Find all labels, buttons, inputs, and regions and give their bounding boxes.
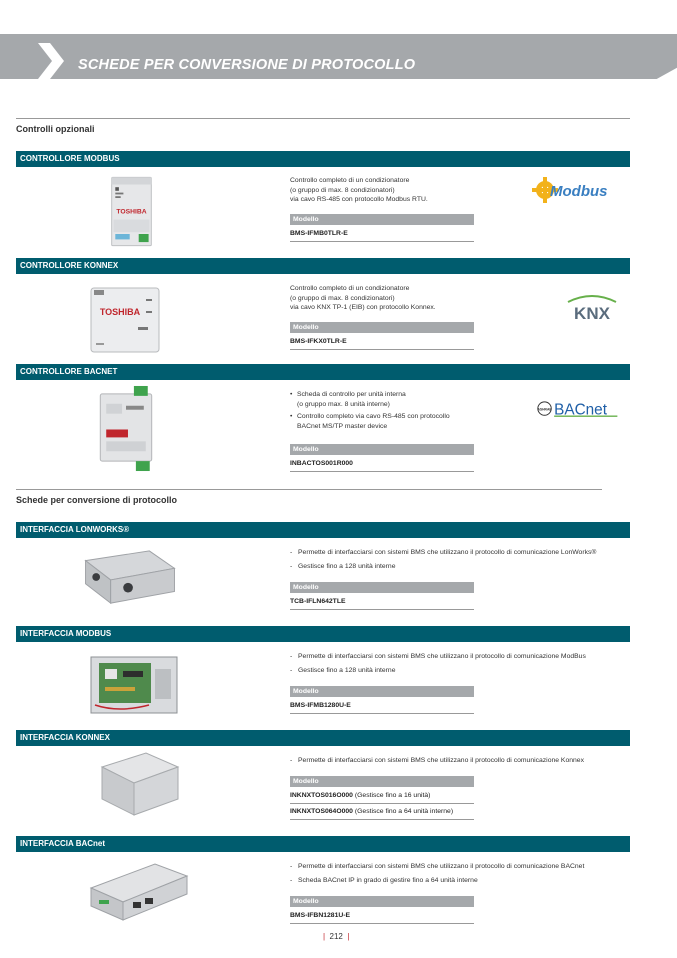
description-konnex-controller: Controllo completo di un condizionatore (o gruppo di max. 8 condizionatori) via cavo KNX TP-1 (EIB) con protocollo Konnex. <box>290 285 436 312</box>
svg-text:ASHRAE: ASHRAE <box>537 407 552 412</box>
model-label: Modello <box>290 582 474 593</box>
product-bar-bacnet-interface: INTERFACCIA BACnet <box>16 836 630 852</box>
konnex-controller-image <box>90 287 160 353</box>
description-bacnet-controller: • Scheda di controllo per unità interna (o gruppo max. 8 unità interne) • Controllo completo via cavo RS-485 con protocollo BACnet MS/TP master device <box>290 390 450 431</box>
lonworks-interface-image <box>80 549 180 607</box>
description-modbus-controller: Controllo completo di un condizionatore (o gruppo di max. 8 condizionatori) via cavo RS-485 con protocollo Modbus RTU. <box>290 177 428 204</box>
model-code-lonworks-interface: TCB-IFLN642TLE <box>290 596 474 610</box>
modbus-logo <box>532 174 622 206</box>
product-bar-konnex-interface: INTERFACCIA KONNEX <box>16 730 630 746</box>
modbus-interface-image <box>89 655 179 715</box>
model-code-modbus-controller: BMS-IFMB0TLR-E <box>290 228 474 242</box>
model-code-bacnet-controller: INBACTOS001R000 <box>290 458 474 472</box>
device-brand-knx: TOSHIBA <box>99 307 141 317</box>
modbus-controller-image <box>109 173 154 250</box>
section-title-optional-controls: Controlli opzionali <box>16 124 95 134</box>
model-label: Modello <box>290 776 474 787</box>
chevron-right-icon <box>36 43 66 79</box>
konnex-interface-image <box>100 751 180 817</box>
knx-logo <box>562 292 622 322</box>
bacnet-controller-image <box>96 384 156 473</box>
model-label: Modello <box>290 444 474 455</box>
description-bacnet-interface: - Permette di interfacciarsi con sistemi BMS che utilizzano il protocollo di comunicazione BACnet - Scheda BACnet IP in grado di gestire fino a 64 unità interne <box>290 862 584 889</box>
model-label: Modello <box>290 896 474 907</box>
svg-text:Modbus: Modbus <box>550 183 608 200</box>
page-number: | 212 | <box>323 932 350 941</box>
model-code-modbus-interface: BMS-IFMB1280U-E <box>290 700 474 714</box>
bacnet-logo <box>536 398 624 421</box>
svg-text:BACnet: BACnet <box>554 401 607 419</box>
model-code-konnex-controller: BMS-IFKX0TLR-E <box>290 336 474 350</box>
device-brand-modbus: TOSHIBA <box>116 208 147 216</box>
description-konnex-interface: - Permette di interfacciarsi con sistemi BMS che utilizzano il protocollo di comunicazione Konnex <box>290 756 584 770</box>
description-modbus-interface: - Permette di interfacciarsi con sistemi BMS che utilizzano il protocollo di comunicazione ModBus - Gestisce fino a 128 unità interne <box>290 652 586 679</box>
model-label: Modello <box>290 214 474 225</box>
model-code-konnex-interface-16: INKNXTOS016O000 (Gestisce fino a 16 unità) <box>290 790 474 804</box>
model-code-bacnet-interface: BMS-IFBN1281U-E <box>290 910 474 924</box>
bacnet-interface-image <box>89 862 189 922</box>
page-title: SCHEDE PER CONVERSIONE DI PROTOCOLLO <box>78 57 416 73</box>
product-bar-bacnet-controller: CONTROLLORE BACNET <box>16 364 630 380</box>
product-bar-konnex-controller: CONTROLLORE KONNEX <box>16 258 630 274</box>
section-rule <box>16 489 602 490</box>
section-rule <box>16 118 630 119</box>
description-lonworks-interface: - Permette di interfacciarsi con sistemi BMS che utilizzano il protocollo di comunicazione LonWorks® - Gestisce fino a 128 unità interne <box>290 548 596 575</box>
model-label: Modello <box>290 686 474 697</box>
product-bar-lonworks-interface: INTERFACCIA LONWORKS® <box>16 522 630 538</box>
model-label: Modello <box>290 322 474 333</box>
model-code-konnex-interface-64: INKNXTOS064O000 (Gestisce fino a 64 unità interne) <box>290 806 474 820</box>
section-title-protocol-boards: Schede per conversione di protocollo <box>16 495 178 505</box>
svg-text:KNX: KNX <box>574 304 610 322</box>
product-bar-modbus-interface: INTERFACCIA MODBUS <box>16 626 630 642</box>
product-bar-modbus-controller: CONTROLLORE MODBUS <box>16 151 630 167</box>
